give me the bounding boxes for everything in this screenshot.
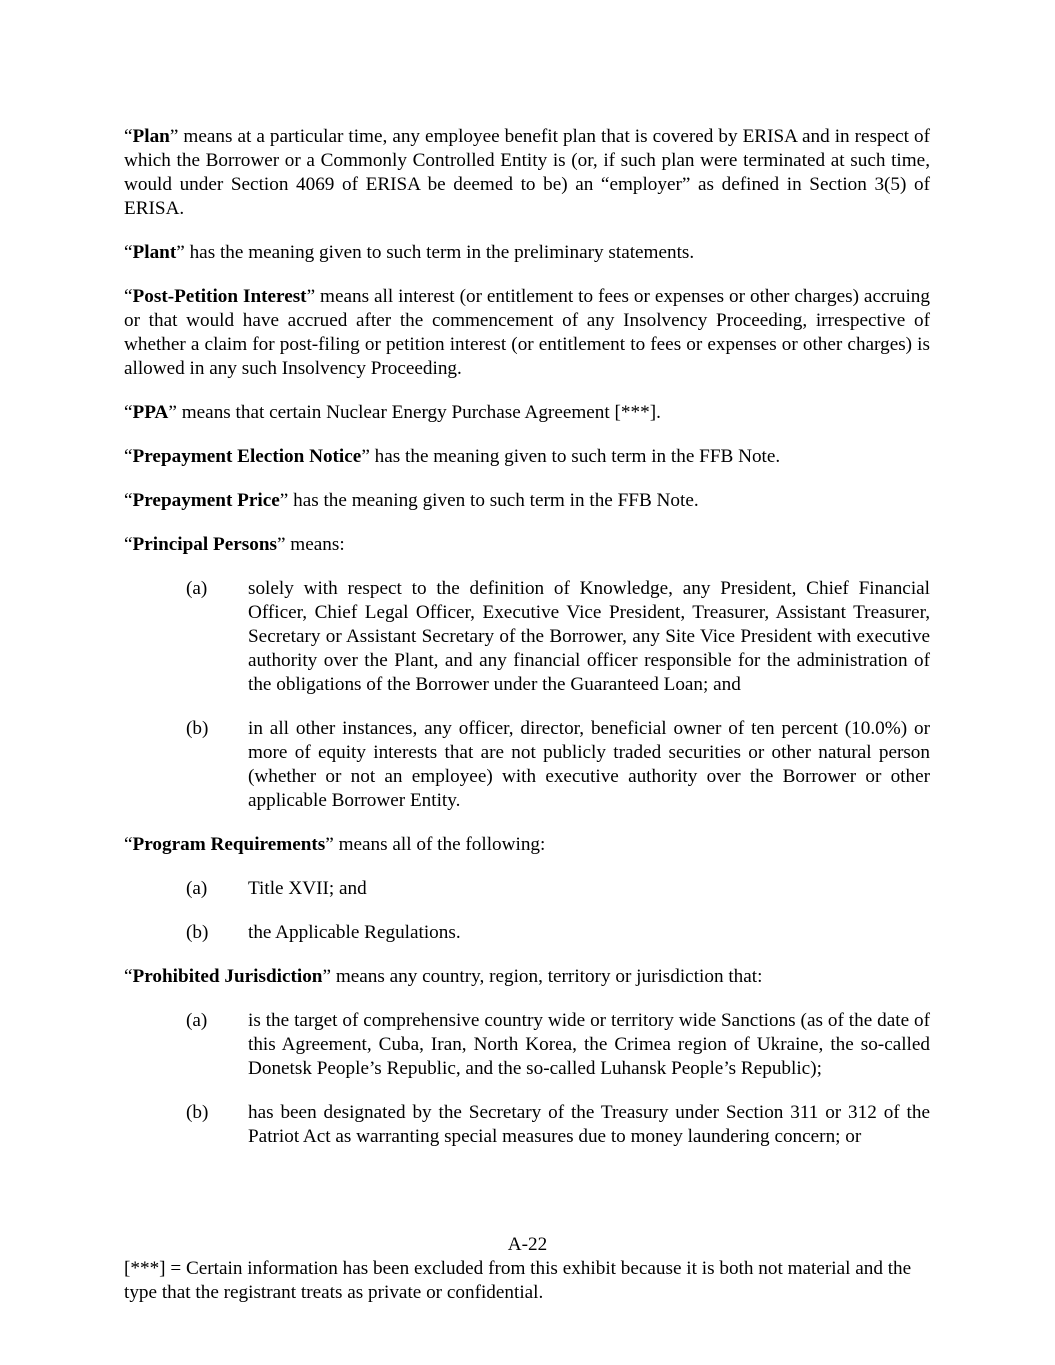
defined-term: PPA	[132, 402, 169, 423]
definition-plan: “Plan” means at a particular time, any employee benefit plan that is covered by ERISA and in respect of which the Borrower or a Commonly Controlled Entity is (or, if such plan were terminated at such time, would under Section 4069 of ERISA be deemed to be) an “employer” as defined in Section 3(5) of ERISA.	[124, 126, 930, 219]
definition-post-petition-interest: “Post-Petition Interest” means all interest (or entitlement to fees or expenses or other charges) accruing or that would have accrued after the commencement of any Insolvency Proceeding, irrespective of whether a claim for post-filing or petition interest (or entitlement to fees or expenses or other charges) is allowed in any such Insolvency Proceeding.	[124, 286, 930, 379]
page-number: A-22	[507, 1234, 548, 1255]
definition-program-requirements: “Program Requirements” means all of the following:	[124, 834, 546, 855]
list-item-label: (b)	[186, 922, 209, 943]
defined-term: Program Requirements	[132, 834, 326, 855]
list-item-text: in all other instances, any officer, director, beneficial owner of ten percent (10.0%) or more of equity interests that are not publicly traded securities or other natural person (whether or not an employee) with executive authority over the Borrower or other applicable Borrower Entity.	[248, 718, 930, 811]
definition-principal-persons: “Principal Persons” means:	[124, 534, 345, 555]
list-item	[124, 577, 930, 697]
list-item-label: (b)	[186, 718, 209, 739]
list-item-label: (a)	[186, 878, 208, 899]
list-item	[124, 1009, 930, 1081]
definition-prohibited-jurisdiction: “Prohibited Jurisdiction” means any country, region, territory or jurisdiction that:	[124, 966, 763, 987]
definition-plant: “Plant” has the meaning given to such term in the preliminary statements.	[124, 242, 695, 263]
defined-term: Plant	[132, 242, 177, 263]
list-item	[124, 921, 930, 945]
list-item-label: (a)	[186, 1010, 208, 1031]
list-item	[124, 1101, 930, 1149]
list-item-text: is the target of comprehensive country wide or territory wide Sanctions (as of the date of this Agreement, Cuba, Iran, North Korea, the Crimea region of Ukraine, the so-called Donetsk People’s Republic, and the so-called Luhansk People’s Republic);	[248, 1010, 930, 1079]
definition-prepayment-price: “Prepayment Price” has the meaning given to such term in the FFB Note.	[124, 490, 699, 511]
defined-term: Post-Petition Interest	[132, 286, 307, 307]
definition-prepayment-election-notice: “Prepayment Election Notice” has the meaning given to such term in the FFB Note.	[124, 446, 781, 467]
defined-term: Principal Persons	[132, 534, 277, 555]
document-page	[124, 125, 930, 1169]
list-item	[124, 877, 930, 901]
defined-term: Prohibited Jurisdiction	[132, 966, 323, 987]
list-item-text: Title XVII; and	[248, 878, 367, 899]
list-item-text: has been designated by the Secretary of the Treasury under Section 311 or 312 of the Patriot Act as warranting special measures due to money laundering concern; or	[248, 1102, 930, 1147]
list-item	[124, 717, 930, 813]
definition-ppa: “PPA” means that certain Nuclear Energy Purchase Agreement [***].	[124, 402, 661, 423]
defined-term: Plan	[132, 126, 170, 147]
defined-term: Prepayment Election Notice	[132, 446, 362, 467]
list-item-label: (a)	[186, 578, 208, 599]
list-item-text: solely with respect to the definition of Knowledge, any President, Chief Financial Officer, Chief Legal Officer, Executive Vice President, Treasurer, Assistant Treasurer, Secretary or Assistant Secretary of the Borrower, any Site Vice President with executive authority over the Plant, and any financial officer responsible for the administration of the obligations of the Borrower under the Guaranteed Loan; and	[248, 578, 930, 695]
list-item-text: the Applicable Regulations.	[248, 922, 461, 943]
list-item-label: (b)	[186, 1102, 209, 1123]
defined-term: Prepayment Price	[132, 490, 280, 511]
redaction-footnote: [***] = Certain information has been excluded from this exhibit because it is both not material and the type that the registrant treats as private or confidential.	[124, 1258, 912, 1303]
